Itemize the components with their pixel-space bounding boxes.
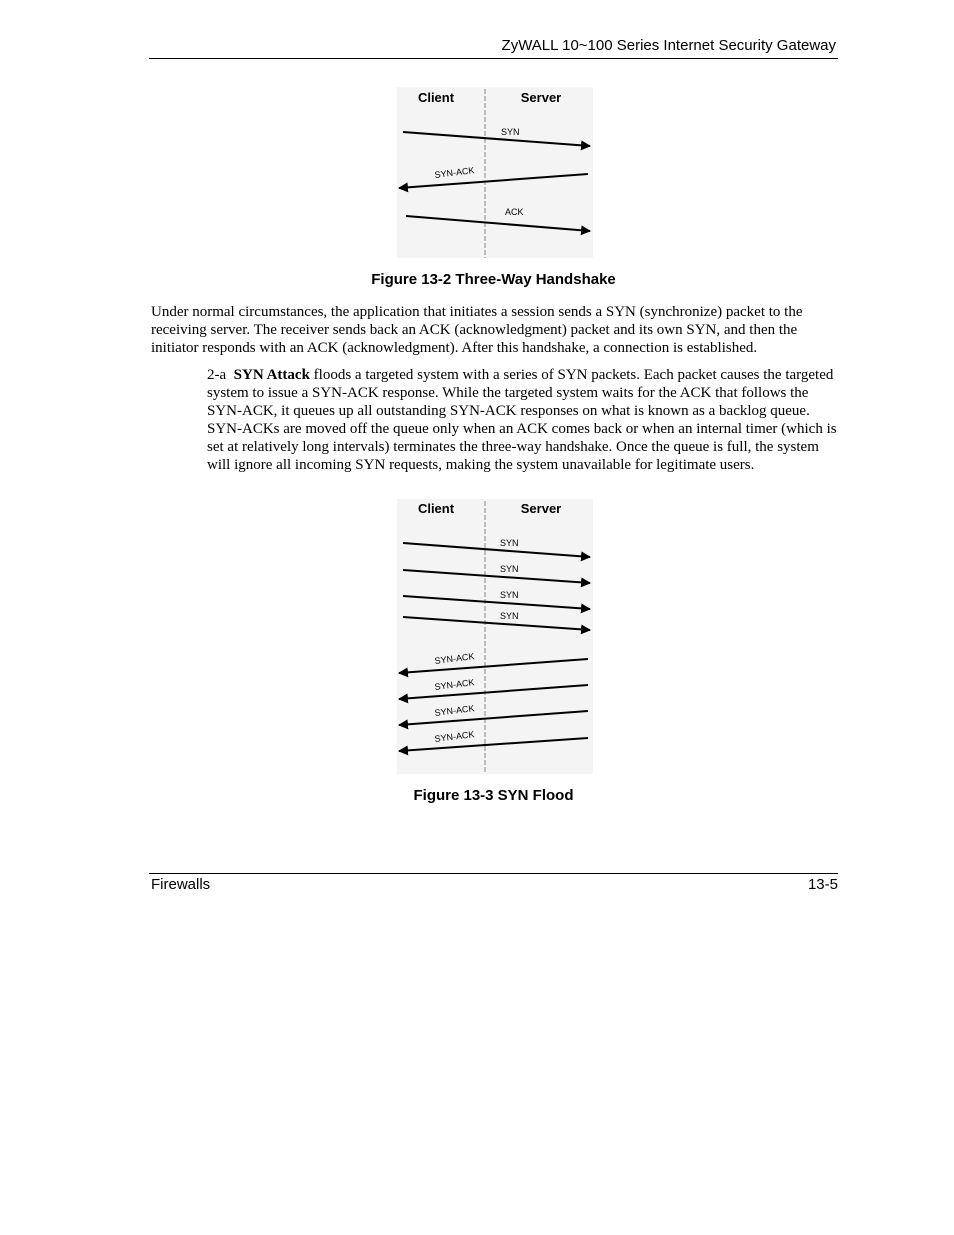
- syn-label: SYN: [500, 611, 519, 621]
- server-label: Server: [520, 501, 562, 516]
- item-number: 2-a: [207, 367, 227, 383]
- syn-attack-description: floods a targeted system with a series of SYN packets. Each packet causes the targeted system to issue a SYN-ACK response. While the targeted system waits for the ACK that follows the SYN-ACK, it queues up all outstanding SYN-ACK responses on what is known as a backlog queue. SYN-ACKs are moved off the queue only when an ACK comes back or when an internal timer (which is set at relatively long intervals) terminates the three-way handshake. Once the queue is full, the system will ignore all incoming SYN requests, making the system unavailable for legitimate users.: [207, 367, 837, 473]
- footer-page-number: 13-5: [807, 876, 838, 893]
- ack-arrow: [406, 216, 590, 231]
- syn-arrow: [403, 132, 590, 146]
- syn-ack-arrow: [399, 738, 588, 751]
- footer-section: Firewalls: [151, 876, 211, 893]
- syn-arrow: [403, 543, 590, 557]
- header-rule: [149, 58, 838, 59]
- syn-label: SYN: [501, 127, 520, 137]
- server-label: Server: [520, 90, 562, 105]
- syn-label: SYN: [500, 538, 519, 548]
- syn-ack-arrow: [399, 711, 588, 725]
- syn-ack-label: SYN-ACK: [434, 703, 475, 718]
- ack-label: ACK: [505, 207, 524, 217]
- page-header-title: ZyWALL 10~100 Series Internet Security Gateway: [501, 37, 836, 54]
- syn-ack-arrow: [399, 685, 588, 699]
- client-label: Client: [417, 90, 455, 105]
- handshake-paragraph: Under normal circumstances, the application that initiates a session sends a SYN (synchronize) packet to the receiving server. The receiver sends back an ACK (acknowledgment) packet and its own SYN, and then the initiator responds with an ACK (acknowledgment). After this handshake, a connection is established.: [151, 304, 803, 356]
- syn-label: SYN: [500, 590, 519, 600]
- syn-attack-term: SYN Attack: [233, 367, 310, 383]
- syn-flood-diagram: [397, 499, 593, 774]
- figure-13-2-caption: Figure 13-2 Three-Way Handshake: [371, 271, 616, 288]
- syn-ack-arrow: [399, 174, 588, 188]
- syn-ack-label: SYN-ACK: [434, 165, 475, 180]
- syn-arrow: [403, 617, 590, 630]
- syn-attack-paragraph: [207, 366, 839, 474]
- syn-ack-label: SYN-ACK: [434, 729, 475, 744]
- footer-rule: [149, 873, 838, 874]
- figure-13-3-caption: Figure 13-3 SYN Flood: [413, 787, 574, 804]
- syn-label: SYN: [500, 564, 519, 574]
- syn-ack-label: SYN-ACK: [434, 677, 475, 692]
- syn-arrow: [403, 596, 590, 609]
- syn-ack-label: SYN-ACK: [434, 651, 475, 666]
- client-label: Client: [417, 501, 455, 516]
- syn-arrow: [403, 570, 590, 583]
- syn-ack-arrow: [399, 659, 588, 673]
- three-way-handshake-diagram: [397, 87, 593, 258]
